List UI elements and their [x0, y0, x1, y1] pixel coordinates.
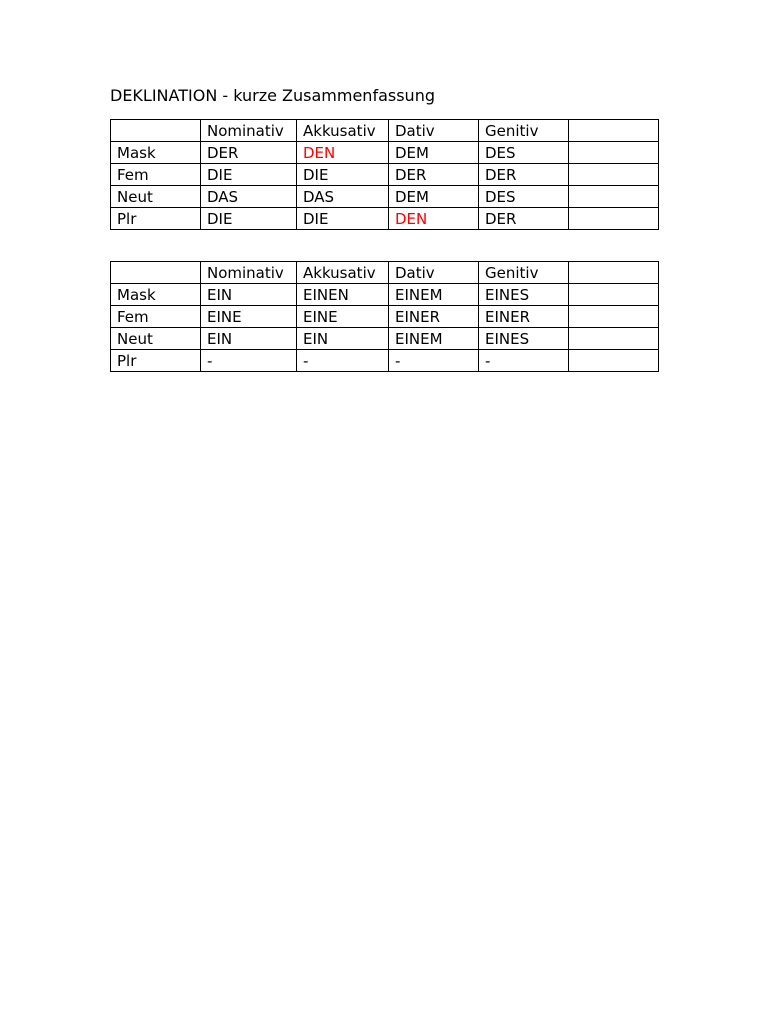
table-cell: DIE [201, 164, 297, 186]
column-header: Akkusativ [297, 262, 389, 284]
table-row [111, 306, 659, 328]
table-cell: DES [479, 142, 569, 164]
table-cell: EINE [201, 306, 297, 328]
table-cell: DER [479, 164, 569, 186]
column-header: Genitiv [479, 262, 569, 284]
table-cell [569, 164, 659, 186]
row-label: Mask [111, 284, 201, 306]
table-cell [569, 284, 659, 306]
table-cell: EINEM [389, 284, 479, 306]
row-label: Mask [111, 142, 201, 164]
row-label: Plr [111, 208, 201, 230]
row-label: Neut [111, 186, 201, 208]
table-cell: - [297, 350, 389, 372]
table-cell: EINES [479, 284, 569, 306]
column-header: Dativ [389, 262, 479, 284]
table-cell: EINEM [389, 328, 479, 350]
table-row [111, 350, 659, 372]
table-cell [569, 208, 659, 230]
table-row [111, 164, 659, 186]
table-cell: EINER [479, 306, 569, 328]
table-cell: DIE [297, 208, 389, 230]
table-row [111, 186, 659, 208]
table-cell: EINEN [297, 284, 389, 306]
definite-article-table [110, 119, 659, 230]
table-cell: DES [479, 186, 569, 208]
table-cell: DIE [201, 208, 297, 230]
table-header-row [111, 120, 659, 142]
table-cell: DEM [389, 142, 479, 164]
table-cell: DER [479, 208, 569, 230]
table-cell: - [389, 350, 479, 372]
table-cell: DEN [297, 142, 389, 164]
table-cell: DER [389, 164, 479, 186]
table-cell: EINE [297, 306, 389, 328]
column-header [569, 120, 659, 142]
column-header [111, 262, 201, 284]
table-cell [569, 306, 659, 328]
column-header [111, 120, 201, 142]
column-header: Nominativ [201, 262, 297, 284]
table-cell: EINES [479, 328, 569, 350]
table-header-row [111, 262, 659, 284]
table-cell: DEM [389, 186, 479, 208]
table-cell: DIE [297, 164, 389, 186]
row-label: Fem [111, 306, 201, 328]
column-header: Dativ [389, 120, 479, 142]
table-cell: EIN [201, 328, 297, 350]
table-row [111, 142, 659, 164]
table-cell: EINER [389, 306, 479, 328]
table-cell: - [479, 350, 569, 372]
table-row [111, 328, 659, 350]
column-header: Nominativ [201, 120, 297, 142]
table-cell: EIN [201, 284, 297, 306]
indefinite-article-table [110, 261, 659, 372]
table-cell: DAS [297, 186, 389, 208]
table-cell: - [201, 350, 297, 372]
table-row [111, 284, 659, 306]
row-label: Fem [111, 164, 201, 186]
table-cell: DAS [201, 186, 297, 208]
table-row [111, 208, 659, 230]
table-cell: DER [201, 142, 297, 164]
table-cell [569, 328, 659, 350]
table-cell: DEN [389, 208, 479, 230]
column-header [569, 262, 659, 284]
column-header: Akkusativ [297, 120, 389, 142]
table-cell: EIN [297, 328, 389, 350]
table-cell [569, 350, 659, 372]
column-header: Genitiv [479, 120, 569, 142]
row-label: Plr [111, 350, 201, 372]
row-label: Neut [111, 328, 201, 350]
page-title: DEKLINATION - kurze Zusammenfassung [110, 86, 435, 105]
table-cell [569, 186, 659, 208]
table-cell [569, 142, 659, 164]
